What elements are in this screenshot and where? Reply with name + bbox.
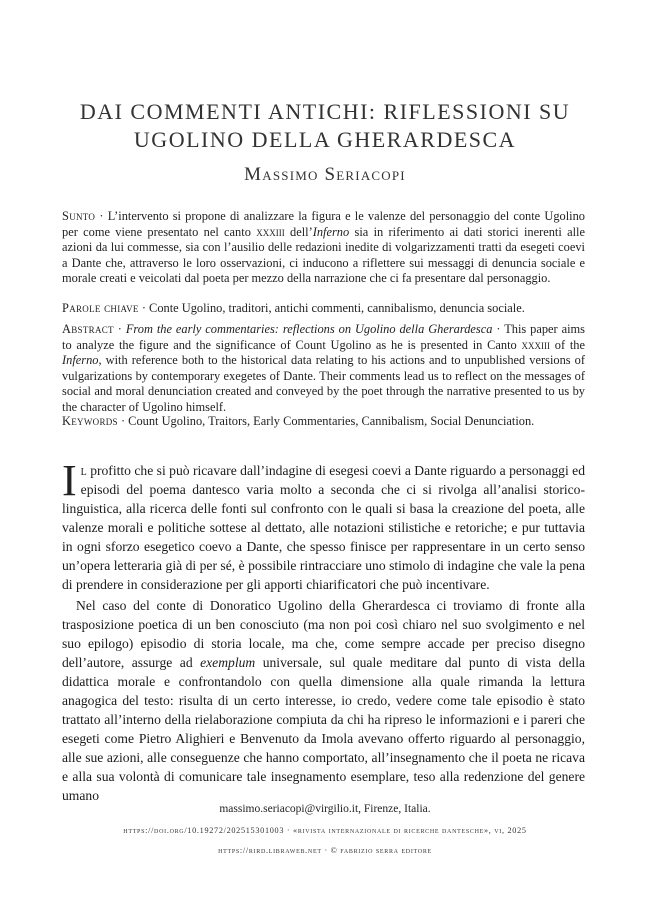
parole-chiave-label: Parole chiave bbox=[62, 301, 139, 315]
keywords-text: · Count Ugolino, Traitors, Early Commentaries, Cannibalism, Social Denunciation. bbox=[117, 414, 535, 428]
sunto-section bbox=[62, 209, 585, 287]
paragraph-2-text-a: Nel caso del conte di Donoratico Ugolino della Gherardesca ci troviamo di fronte alla trasposizione poetica di un ben conosciuto (ma non poi così chiaro nel suo svolgimento e nel suo epilogo) episodio di storia locale, ma che, come sempre accade per preciso disegno dell’autore, assurge ad bbox=[62, 598, 585, 670]
keywords-label: Keywords bbox=[62, 414, 118, 428]
keywords-section bbox=[62, 414, 585, 430]
paragraph-2-text-b: universale, sul quale meditare dal punto di vista della didattica morale e confrontandolo con quella dimensione alla quale rimanda la lettura anagogica del testo: risulta di un certo interesse, io credo, vedere come tale episodio è stato trattato all’interno della rielaborazione compiuta da chi ha ripreso le informazioni e i pareri che esegeti come Pietro Alighieri e Benvenuto da Imola avevano offerto riguardo al personaggio, alle sue azioni, alle conseguenze che hanno comportato, all’insegnamento che il poeta ne ricava e alla sua volontà di comunicare tale insegnamento esemplare, teso alla redenzione del genere umano bbox=[62, 655, 585, 803]
sunto-text-a: · L’intervento si propone di analizzare la figura e le valenze del personaggio del conte Ugolino per come viene presentato nel canto bbox=[62, 209, 585, 239]
parole-chiave-section bbox=[62, 301, 585, 317]
article-title-line-2: UGOLINO DELLA GHERARDESCA bbox=[133, 127, 517, 152]
drop-cap: I bbox=[62, 456, 77, 505]
paragraph-2-italic: exemplum bbox=[200, 655, 256, 670]
paragraph-1 bbox=[62, 456, 585, 594]
abstract-section bbox=[62, 322, 585, 415]
article-title-line-1: DAI COMMENTI ANTICHI: RIFLESSIONI SU bbox=[79, 99, 571, 124]
author-name: Massimo Seriacopi bbox=[244, 164, 406, 185]
abstract-text-b: of the bbox=[550, 337, 585, 352]
author-footnote: massimo.seriacopi@virgilio.it, Firenze, Italia. bbox=[219, 803, 431, 815]
abstract-text-c: , with reference both to the historical data relating to his actions and to unpublished versions of vulgarizations by contemporary exegetes of Dante. Their comments lead us to reflect on the messages of social and moral denunciation created and conveyed by the poet through the narrative presented to us by the character of Ugolino himself. bbox=[62, 353, 585, 414]
parole-chiave-text: · Conte Ugolino, traditori, antichi commenti, cannibalismo, denuncia sociale. bbox=[138, 301, 525, 315]
abstract-sep: · bbox=[113, 322, 126, 336]
paragraph-1-text: profitto che si può ricavare dall’indagine di esegesi coevi a Dante riguardo a personaggi ed episodi del poema dantesco varia molto a seconda che ci si rivolga all’analisi storico-linguistica, alla ricerca delle fonti sul confronto con le quali si basa la creazione del poeta, alle valenze morali e politiche sottese al dettato, alle notazioni stilistiche e retoriche; e pur tuttavia in ogni sforzo esegetico coevo a Dante, che spesso finisce per rappresentare in un certo senso un’opera letteraria già di per sé, è possibile rintracciare uno stimolo di indagine che vale la pena di prendere in considerazione per gli apporti chiarificatori che può incentivare. bbox=[62, 463, 585, 592]
sunto-text-b: dell’ bbox=[284, 224, 313, 239]
footer-doi-line: https://doi.org/10.19272/202515301003 · «rivista internazionale di ricerche dantesche», vi, 2025 bbox=[123, 826, 527, 835]
sunto-label: Sunto bbox=[62, 209, 96, 223]
sunto-text-c: sia in riferimento ai dati storici inerenti alle azioni da lui commesse, sia con l’ausilio delle redazioni inedite di volgarizzamenti tratti da esegeti coevi a Dante che, attraverso le loro osservazioni, ci inducono a riflettere sui messaggi di denuncia sociale e morale creati e veicolati dal poeta per mezzo della narrazione che ci fa presentare dal personaggio. bbox=[62, 224, 585, 285]
paragraph-1-first: l bbox=[80, 463, 87, 478]
paragraph-2 bbox=[62, 596, 585, 805]
abstract-text-a: · This paper aims to analyze the figure and the significance of Count Ugolino as he is presented in Canto bbox=[62, 322, 585, 352]
abstract-title: From the early commentaries: reflections on Ugolino della Gherardesca bbox=[125, 322, 493, 336]
footer-publisher-line: https://rird.libraweb.net · © fabrizio serra editore bbox=[218, 846, 432, 855]
abstract-canto: xxxiii bbox=[521, 337, 551, 352]
abstract-italic: Inferno bbox=[62, 353, 99, 367]
sunto-italic: Inferno bbox=[312, 224, 350, 239]
abstract-label: Abstract bbox=[62, 322, 114, 336]
sunto-canto: xxxiii bbox=[256, 224, 285, 239]
